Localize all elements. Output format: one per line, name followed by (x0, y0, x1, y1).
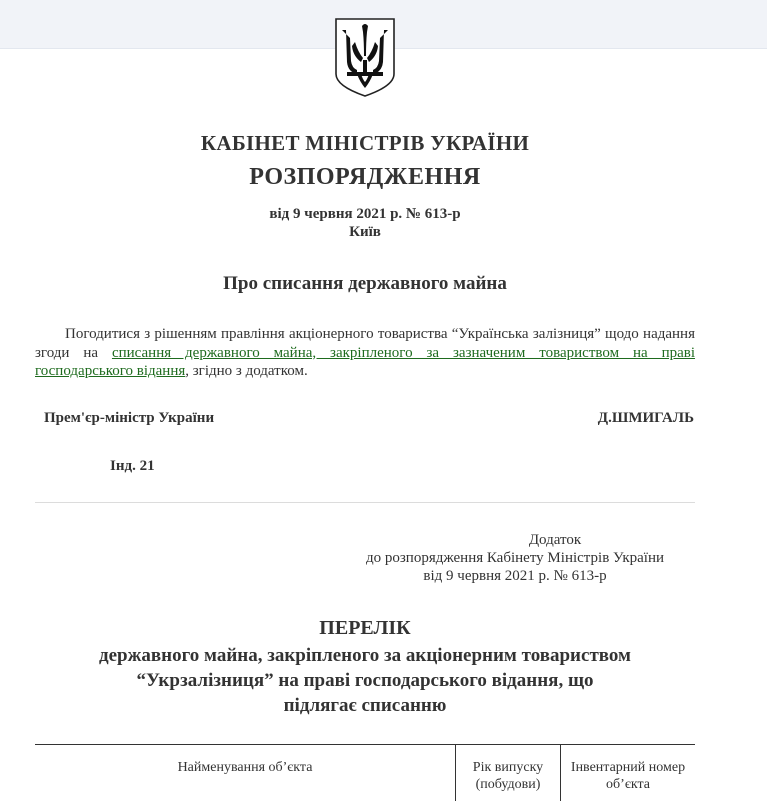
section-divider (35, 502, 695, 503)
list-title: ПЕРЕЛІК (319, 617, 411, 639)
column-header-name: Найменування об’єкта (35, 745, 456, 802)
tryzub-icon (333, 16, 397, 98)
list-subtitle-line-2: “Укрзалізниця” на праві господарського відання, що (136, 670, 594, 691)
annex-block (340, 531, 690, 585)
body-text-before: Погодитися з рішенням правління акціонерного товариства “Українська залізниця” щодо надання згоди на (35, 326, 695, 361)
annex-label: Додаток (528, 532, 582, 548)
document-index: Інд. 21 (110, 458, 155, 474)
signature-position: Прем'єр-міністр України (44, 410, 215, 426)
document-city: Київ (349, 224, 381, 240)
annex-line-1: до розпорядження Кабінету Міністрів України (365, 550, 664, 566)
cabinet-heading: КАБІНЕТ МІНІСТРІВ УКРАЇНИ (200, 131, 530, 155)
body-paragraph (35, 325, 695, 381)
annex-line-2: від 9 червня 2021 р. № 613-р (423, 568, 607, 584)
document-date: від 9 червня 2021 р. № 613-р (269, 206, 461, 222)
table-header-row (35, 745, 695, 802)
document-type-heading: РОЗПОРЯДЖЕННЯ (249, 164, 481, 190)
signature-name: Д.ШМИГАЛЬ (597, 410, 694, 426)
column-header-inventory-number: Інвентарний номер об’єкта (561, 745, 696, 802)
write-off-link[interactable]: списання державного майна, закріпленого за зазначеним товариством на праві господарського відання (35, 344, 696, 379)
document-subject: Про списання державного майна (223, 273, 507, 294)
list-subtitle (35, 643, 695, 718)
column-header-year: Рік випуску (побудови) (456, 745, 561, 802)
body-text-after: , згідно з додатком. (185, 363, 308, 379)
list-subtitle-line-3: підлягає списанню (283, 695, 447, 716)
assets-table (35, 744, 695, 801)
list-subtitle-line-1: державного майна, закріпленого за акціонерним товариством (99, 645, 631, 666)
